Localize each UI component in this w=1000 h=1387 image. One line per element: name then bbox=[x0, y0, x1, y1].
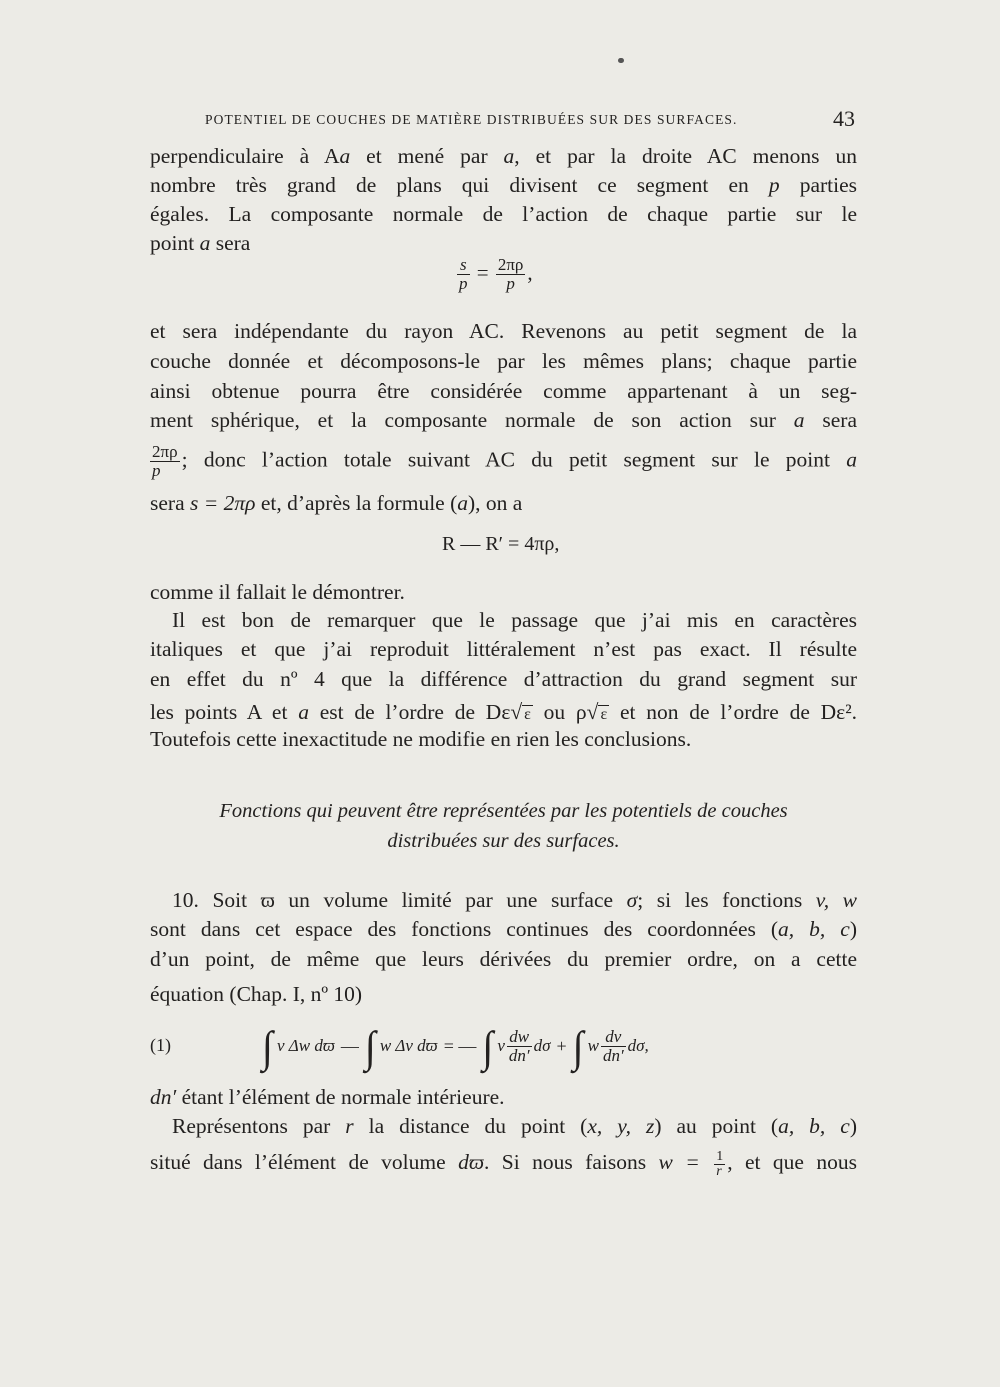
sqrt: √ ε bbox=[510, 700, 531, 724]
text-span: ), on a bbox=[468, 491, 523, 515]
text-span: nombre très grand de plans qui divisent ce segment en bbox=[150, 173, 749, 197]
text-line bbox=[150, 697, 857, 727]
integral-sign: ∫ bbox=[262, 1021, 273, 1071]
text-line bbox=[172, 885, 857, 915]
text-span: et sera indépendante du rayon AC. Revenons au petit segment de la bbox=[150, 319, 857, 343]
math-var: a bbox=[457, 491, 468, 515]
math-var: a bbox=[298, 700, 309, 724]
text-line bbox=[172, 605, 857, 635]
text-span: et, d’après la formule ( bbox=[260, 491, 458, 515]
formula-r-minus-r: R — R′ = 4πρ, bbox=[442, 533, 560, 555]
text-span: ) bbox=[849, 1114, 857, 1138]
text-line bbox=[150, 664, 857, 694]
text-span: point bbox=[150, 231, 195, 255]
equation-green: ∫ v Δw dϖ — ∫ w Δv dϖ = — ∫ v $\frac{dw}{dn'}$ dσ + ∫ w $\frac{dv}{dn'}$ dσ, bbox=[262, 1021, 649, 1071]
text-line bbox=[150, 724, 857, 754]
text-line bbox=[150, 376, 857, 406]
fraction: $\frac{1}{r}$ bbox=[716, 1148, 724, 1179]
text-span: ; si les fonctions bbox=[637, 888, 803, 912]
text-span: la distance du point ( bbox=[368, 1114, 588, 1138]
page-number: 43 bbox=[833, 106, 855, 131]
text-line bbox=[150, 141, 857, 171]
text-line bbox=[150, 944, 857, 974]
text-span: . Si nous faisons bbox=[484, 1150, 647, 1174]
text-span: et non de l’ordre de Dε². bbox=[619, 700, 858, 724]
text-line bbox=[172, 1111, 857, 1141]
text-line bbox=[150, 634, 857, 664]
math-var: a bbox=[793, 408, 805, 432]
text-span: perpendiculaire à A bbox=[150, 144, 340, 168]
text-span: sera bbox=[215, 231, 251, 255]
equation-label: (1) bbox=[150, 1035, 171, 1055]
text-line bbox=[150, 199, 857, 229]
text-line bbox=[150, 1082, 857, 1112]
math-var: r bbox=[345, 1114, 354, 1138]
math-term: w Δv dϖ bbox=[379, 1036, 438, 1055]
text-line bbox=[150, 346, 857, 376]
text-span: égales. La composante normale de l’action de chaque partie sur le bbox=[150, 202, 857, 226]
text-span: en effet du nº 4 que la différence d’attraction du grand segment sur bbox=[150, 667, 857, 691]
section-title-line2: distribuées sur des surfaces. bbox=[387, 830, 620, 852]
sqrt: √ ε bbox=[586, 700, 608, 724]
integral-sign: ∫ bbox=[482, 1021, 494, 1071]
text-line bbox=[150, 488, 857, 518]
math-var: a bbox=[503, 144, 515, 168]
text-span: ainsi obtenue pourra être considérée comme appartenant à un seg- bbox=[150, 379, 857, 403]
text-span: étant l’élément de normale intérieure. bbox=[181, 1085, 505, 1109]
text-span: parties bbox=[799, 173, 857, 197]
text-span: sera bbox=[150, 491, 185, 515]
integral-sign: ∫ bbox=[572, 1021, 584, 1071]
text-span: équation (Chap. I, nº 10) bbox=[150, 982, 363, 1006]
text-line bbox=[150, 405, 857, 435]
text-span: sera bbox=[822, 408, 858, 432]
math-var: σ bbox=[626, 888, 638, 912]
text-line bbox=[150, 170, 857, 200]
text-span: ) au point ( bbox=[654, 1114, 779, 1138]
math-var: a bbox=[846, 447, 858, 472]
text-span: Toutefois cette inexactitude ne modifie en rien les conclusions. bbox=[150, 727, 692, 751]
text-span: , et par la droite AC menons un bbox=[514, 144, 857, 168]
fraction: $\frac{dw}{dn'}$ bbox=[508, 1026, 530, 1065]
math-var: a, b, c bbox=[778, 917, 850, 941]
math-var: dn′ bbox=[150, 1085, 177, 1109]
fraction: $\frac{s}{p}$ bbox=[459, 255, 468, 293]
text-span: ; donc l’action totale suivant AC du petit segment sur le point bbox=[181, 447, 830, 472]
text-span: ) bbox=[849, 917, 857, 941]
text-line bbox=[150, 577, 857, 607]
text-span: est de l’ordre de Dε bbox=[319, 700, 511, 724]
math-term: v Δw dϖ bbox=[276, 1036, 335, 1055]
math-expr: w = bbox=[658, 1150, 700, 1174]
text-line bbox=[150, 1147, 857, 1177]
math-var: a bbox=[199, 231, 211, 255]
text-span: ment sphérique, et la composante normale de son action sur bbox=[150, 408, 776, 432]
section-title-line1: Fonctions qui peuvent être représentées par les potentiels de couches bbox=[219, 800, 788, 822]
math-var: v, w bbox=[815, 888, 858, 912]
text-line bbox=[150, 914, 857, 944]
math-var: x, y, z bbox=[587, 1114, 655, 1138]
text-span: situé dans l’élément de volume bbox=[150, 1150, 446, 1174]
math-var: a, b, c bbox=[778, 1114, 850, 1138]
running-header bbox=[205, 106, 855, 136]
text-line bbox=[150, 442, 858, 480]
fraction: $\frac{2\pi\rho}{p}$ bbox=[152, 442, 178, 480]
text-span: les points A et bbox=[150, 700, 288, 724]
text-span: comme il fallait le démontrer. bbox=[150, 580, 405, 604]
math-var: a bbox=[339, 144, 351, 168]
text-line bbox=[150, 979, 857, 1009]
math-var: dϖ bbox=[458, 1150, 484, 1174]
text-span: d’un point, de même que leurs dérivées du premier ordre, on a cette bbox=[150, 947, 857, 971]
text-span: 10. Soit ϖ un volume limité par une surface bbox=[172, 888, 614, 912]
fraction: $\frac{2\pi\rho}{p}$ bbox=[497, 255, 524, 293]
print-speck bbox=[618, 58, 624, 63]
text-span: Représentons par bbox=[172, 1114, 331, 1138]
text-line bbox=[150, 316, 857, 346]
integral-sign: ∫ bbox=[364, 1021, 376, 1071]
math-expr: s = 2πρ bbox=[190, 491, 256, 515]
running-title: POTENTIEL DE COUCHES DE MATIÈRE DISTRIBUÉES SUR DES SURFACES. bbox=[205, 112, 738, 127]
text-span: sont dans cet espace des fonctions continues des coordonnées ( bbox=[150, 917, 779, 941]
text-span: ou ρ bbox=[543, 700, 587, 724]
formula-s-over-p: $\frac{s}{p}$ = $\frac{2\pi\rho}{p}$ , bbox=[459, 255, 533, 293]
text-span: et mené par bbox=[350, 144, 504, 168]
text-line bbox=[150, 228, 857, 258]
text-span: couche donnée et décomposons-le par les mêmes plans; chaque partie bbox=[150, 349, 857, 373]
text-span: , et que nous bbox=[727, 1150, 857, 1174]
math-var: p bbox=[768, 173, 780, 197]
fraction: $\frac{dv}{dn'}$ bbox=[602, 1026, 624, 1065]
text-span: Il est bon de remarquer que le passage que j’ai mis en caractères bbox=[172, 608, 857, 632]
text-span: italiques et que j’ai reproduit littéralement n’est pas exact. Il résulte bbox=[150, 637, 857, 661]
